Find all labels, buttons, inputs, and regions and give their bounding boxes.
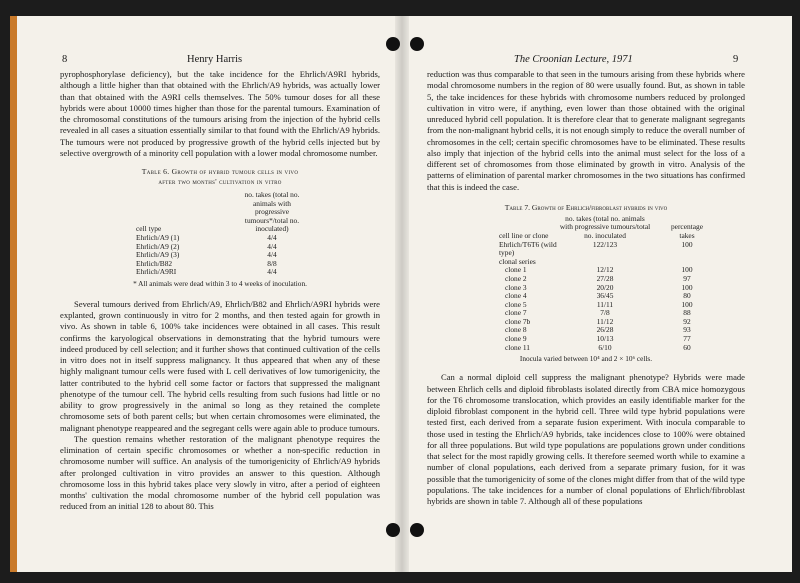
table7-cell: clone 7 bbox=[505, 308, 527, 318]
table6 bbox=[136, 191, 308, 277]
right-page bbox=[427, 69, 745, 507]
table-row bbox=[136, 268, 308, 277]
left-page-number: 8 bbox=[62, 54, 68, 65]
table6-value: 4/4 bbox=[267, 232, 277, 242]
table6-footnote: * All animals were dead within 3 to 4 weeks of inoculation. bbox=[133, 278, 307, 288]
table6-caption-line1: Table 6. Growth of hybrid tumour cells in vivo bbox=[141, 167, 299, 176]
table7-takes: 11/11 bbox=[596, 299, 614, 309]
table6-caption-line2: after two months' cultivation in vitro bbox=[158, 177, 282, 186]
table7-cell: clone 9 bbox=[505, 334, 527, 344]
left-paragraph-1: pyrophosphorylase deficiency), but the take incidence for the Ehrlich/A9RI hybrids, although a little higher than that obtained with the Ehrlich/A9 hybrids, was actually lower than that obtained with the A9RI cells themselves. The 50% tumour doses for all these hybrids were about 10000 times higher than those for the parental tumours. Examination of the chromosomal constitutions of the tumours arising from the injection of the hybrid cells revealed in all cases a situation essentially similar to that found with the Ehrlich/A9 hybrids. The tumours were not produced by progressive growth of the hybrid cells injected but by selective overgrowth of a minority cell population with a lower modal chromosome number. bbox=[60, 69, 380, 158]
table7-takes: 27/28 bbox=[596, 273, 614, 283]
left-paragraph-3: The question remains whether restoration of the malignant phenotype requires the elimination of certain specific chromosomes or whether a non-specific reduction in chromosome number will suffice. An analysis of the tumorigenicity of Ehrlich/A9 hybrids after prolonged cultivation in vitro provides an answer to this question. Although chromosome loss in this hybrid takes place very slowly in vitro, after a period of eighteen months' cultivation the modal chromosome number of the hybrid cell population was reduced from an initial 128 to about 80. This bbox=[60, 433, 380, 512]
table6-col1-header: cell type bbox=[136, 224, 162, 234]
table7-pct: 60 bbox=[683, 342, 691, 352]
table6-value: 4/4 bbox=[267, 241, 277, 251]
table7-pct: 80 bbox=[683, 291, 691, 301]
table6-cell: Ehrlich/A9RI bbox=[136, 267, 177, 277]
table7-cell: clone 3 bbox=[505, 282, 527, 292]
table-row bbox=[499, 344, 711, 353]
table7-pct: 93 bbox=[683, 325, 691, 335]
binding-hole bbox=[386, 523, 400, 537]
table7-pct: 100 bbox=[681, 265, 693, 275]
table7-cell: clone 8 bbox=[505, 325, 527, 335]
table7-cell: clone 1 bbox=[505, 265, 527, 275]
left-paragraph-2: Several tumours derived from Ehrlich/A9, Ehrlich/B82 and Ehrlich/A9RI hybrids were explanted, grown continuously in vitro for 2 months, and then tested again for growth in vivo. As shown in table 6, 100% take incidences were obtained in all cases. This result confirms the karyological observations in demonstrating that the hybrid tumours were indeed produced by cell selection; and it further shows that continued cultivation of the cells in vitro does not in itself suppress malignancy. It thus appeared that when any of these highly malignant tumour cells were fused with L cell derivatives of low tumorigenicity, the latter contributed to the hybrid cell some factor or factors that suppressed the malignant phenotype of the tumour cell. The hybrid cells resulting from such fusions had little or no ability to grow progressively in the animal so long as they retained the complete chromosome sets of both parent cells; but when certain chromosomes were eliminated, the malignant phenotype reappeared and the segregant cells were again able to produce tumours. bbox=[60, 298, 380, 433]
table7-footnote: Inocula varied between 10⁴ and 2 × 10⁶ cells. bbox=[519, 354, 653, 364]
table7-pct: 97 bbox=[683, 273, 691, 283]
table6-cell: Ehrlich/A9 (2) bbox=[136, 241, 180, 251]
table6-value: 8/8 bbox=[267, 258, 277, 268]
table7-col3-header: percentage takes bbox=[670, 222, 703, 240]
left-running-head: Henry Harris bbox=[187, 54, 243, 65]
right-paragraph-1: reduction was thus comparable to that seen in the tumours arising from these hybrids where modal chromosome numbers in the region of 80 were usually found. But, as shown in table 5, the take incidences for these hybrids with chromosome numbers reduced by prolonged cultivation in vitro were, if anything, even lower than those obtained with the original unreduced hybrid cell population. It is therefore clear that to generate malignant segregants from the non-malignant hybrid cells, it is not enough simply to reduce the overall number of chromosomes in the cell; certain specific chromosomes have to be eliminated. These results also imply that injection of the hybrid cells into the animal must select for the loss of a different set of chromosomes from those eliminated by growth in vitro. Analysis of the patterns of elimination of parental marker chromosomes in the two situations has confirmed that this is indeed the case. bbox=[427, 69, 745, 192]
table7-takes: 20/20 bbox=[596, 282, 614, 292]
right-page-number: 9 bbox=[733, 54, 739, 65]
table7-section-label: clonal series bbox=[499, 256, 536, 266]
table6-cell: Ehrlich/A9 (1) bbox=[136, 232, 180, 242]
table-row bbox=[499, 241, 711, 258]
table7-pct: 88 bbox=[683, 308, 691, 318]
table7-col2-header: no. takes (total no. animals with progressive tumours/total no. inoculated bbox=[559, 213, 651, 240]
table7-takes: 11/12 bbox=[596, 316, 614, 326]
table7-takes: 12/12 bbox=[596, 265, 614, 275]
table6-value: 4/4 bbox=[267, 250, 277, 260]
right-paragraph-2: Can a normal diploid cell suppress the malignant phenotype? Hybrids were made between Ehrlich cells and diploid fibroblasts isolated directly from CBA mice homozygous for the T6 chromosome translocation, which provides an easily identifiable marker for the diploid fibroblast component in the hybrid cell. Three wild type hybrid populations were tested first, each derived from a separate fusion experiment. With inocula comparable to those used in testing the Ehrlich/A9 hybrids, take incidences close to 100% were obtained for all three populations. But wild type populations are populations grown under conditions that select for the most rapidly growing cells. It therefore seemed worth while to examine a number of clonal populations, each derived from a separate primary fusion, for it was possible that the tumorigenicity of some of the clones might differ from that of the wild type populations. The take incidences for a number of clonal populations of Ehrlich/fibroblast hybrids are shown in table 7. Although all of these populations bbox=[427, 372, 745, 506]
table7-takes: 36/45 bbox=[596, 291, 614, 301]
table7-pct: 77 bbox=[683, 334, 691, 344]
table6-caption bbox=[60, 167, 380, 187]
table7-takes: 10/13 bbox=[596, 334, 614, 344]
table7-cell: clone 7b bbox=[505, 316, 531, 326]
table6-cell: Ehrlich/B82 bbox=[136, 258, 173, 268]
table7-cell: clone 11 bbox=[505, 342, 530, 352]
table7-takes: 122/123 bbox=[592, 239, 618, 249]
table7-pct: 100 bbox=[681, 239, 693, 249]
table7-pct: 100 bbox=[681, 282, 693, 292]
table7-takes: 26/28 bbox=[596, 325, 614, 335]
binding-hole bbox=[410, 37, 424, 51]
table7-caption: Table 7. Growth of Ehrlich/fibroblast hybrids in vivo bbox=[504, 202, 668, 212]
table6-value: 4/4 bbox=[267, 267, 277, 277]
right-running-head: The Croonian Lecture, 1971 bbox=[514, 54, 633, 65]
binding-hole bbox=[410, 523, 424, 537]
table7-pct: 92 bbox=[683, 316, 691, 326]
book-gutter bbox=[395, 16, 409, 572]
table7 bbox=[499, 215, 711, 353]
table7-cell: clone 4 bbox=[505, 291, 527, 301]
table6-col2-header: no. takes (total no. animals with progressive tumours*/total no. inoculated) bbox=[244, 190, 300, 234]
page-edge bbox=[10, 16, 17, 572]
left-page bbox=[60, 69, 380, 513]
table7-takes: 7/8 bbox=[600, 308, 610, 318]
table7-takes: 6/10 bbox=[598, 342, 612, 352]
table7-col1-header: cell line or clone bbox=[499, 230, 549, 240]
table7-cell: Ehrlich/T6T6 (wild type) bbox=[499, 239, 557, 258]
table7-cell: clone 2 bbox=[505, 273, 527, 283]
binding-hole bbox=[386, 37, 400, 51]
table6-cell: Ehrlich/A9 (3) bbox=[136, 250, 180, 260]
table7-pct: 100 bbox=[681, 299, 693, 309]
table7-cell: clone 5 bbox=[505, 299, 527, 309]
